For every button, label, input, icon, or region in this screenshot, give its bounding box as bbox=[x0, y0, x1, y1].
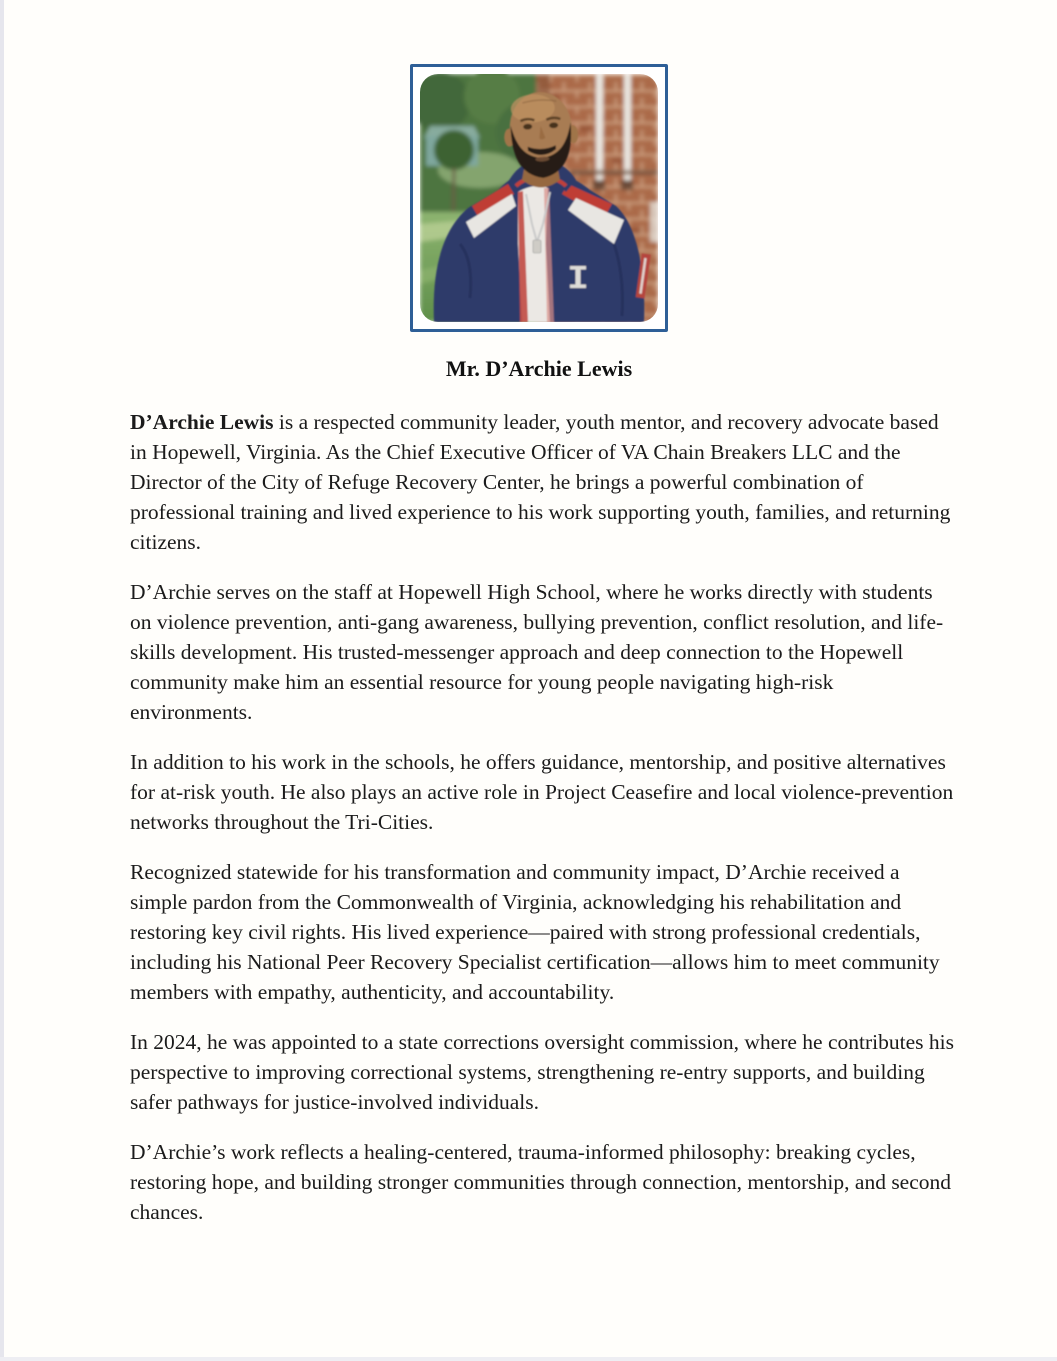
bio-paragraph-1-text: is a respected community leader, youth mentor, and recovery advocate based in Hopewell, Virginia. As the Chief Executive Officer of VA Chain Breakers LLC and the Director of the City of Refuge Recovery Center, he brings a powerful combination of professional training and lived experience to his work supporting youth, families, and returning citizens. bbox=[130, 410, 951, 554]
portrait-photo bbox=[420, 74, 658, 322]
bio-paragraph-2: D’Archie serves on the staff at Hopewell High School, where he works directly with students on violence prevention, anti-gang awareness, bullying prevention, conflict resolution, and life-skills development. His trusted-messenger approach and deep connection to the Hopewell community make him an essential resource for young people navigating high-risk environments. bbox=[130, 580, 944, 724]
bio-paragraph-4: Recognized statewide for his transformation and community impact, D’Archie received a simple pardon from the Commonwealth of Virginia, acknowledging his rehabilitation and restoring key civil rights. His lived experience—paired with strong professional credentials, including his National Peer Recovery Specialist certification—allows him to meet community members with empathy, authenticity, and accountability. bbox=[130, 860, 940, 1004]
page-edge-bottom bbox=[0, 1357, 1057, 1361]
bio-paragraph-6: D’Archie’s work reflects a healing-centered, trauma-informed philosophy: breaking cycles, restoring hope, and building stronger communities through connection, mentorship, and second chances. bbox=[130, 1140, 952, 1224]
page-edge-left bbox=[0, 0, 4, 1361]
bio-text bbox=[130, 407, 958, 1247]
bio-subject-name: D’Archie Lewis bbox=[130, 410, 274, 434]
photo-caption: Mr. D’Archie Lewis bbox=[445, 356, 633, 381]
bio-paragraph-1 bbox=[130, 407, 958, 557]
portrait-photo-frame bbox=[410, 64, 668, 332]
bio-paragraph-3: In addition to his work in the schools, he offers guidance, mentorship, and positive alternatives for at-risk youth. He also plays an active role in Project Ceasefire and local violence-prevention networks throughout the Tri-Cities. bbox=[130, 750, 954, 834]
bio-paragraph-5: In 2024, he was appointed to a state corrections oversight commission, where he contributes his perspective to improving correctional systems, strengthening re-entry supports, and building safer pathways for justice-involved individuals. bbox=[130, 1030, 954, 1114]
